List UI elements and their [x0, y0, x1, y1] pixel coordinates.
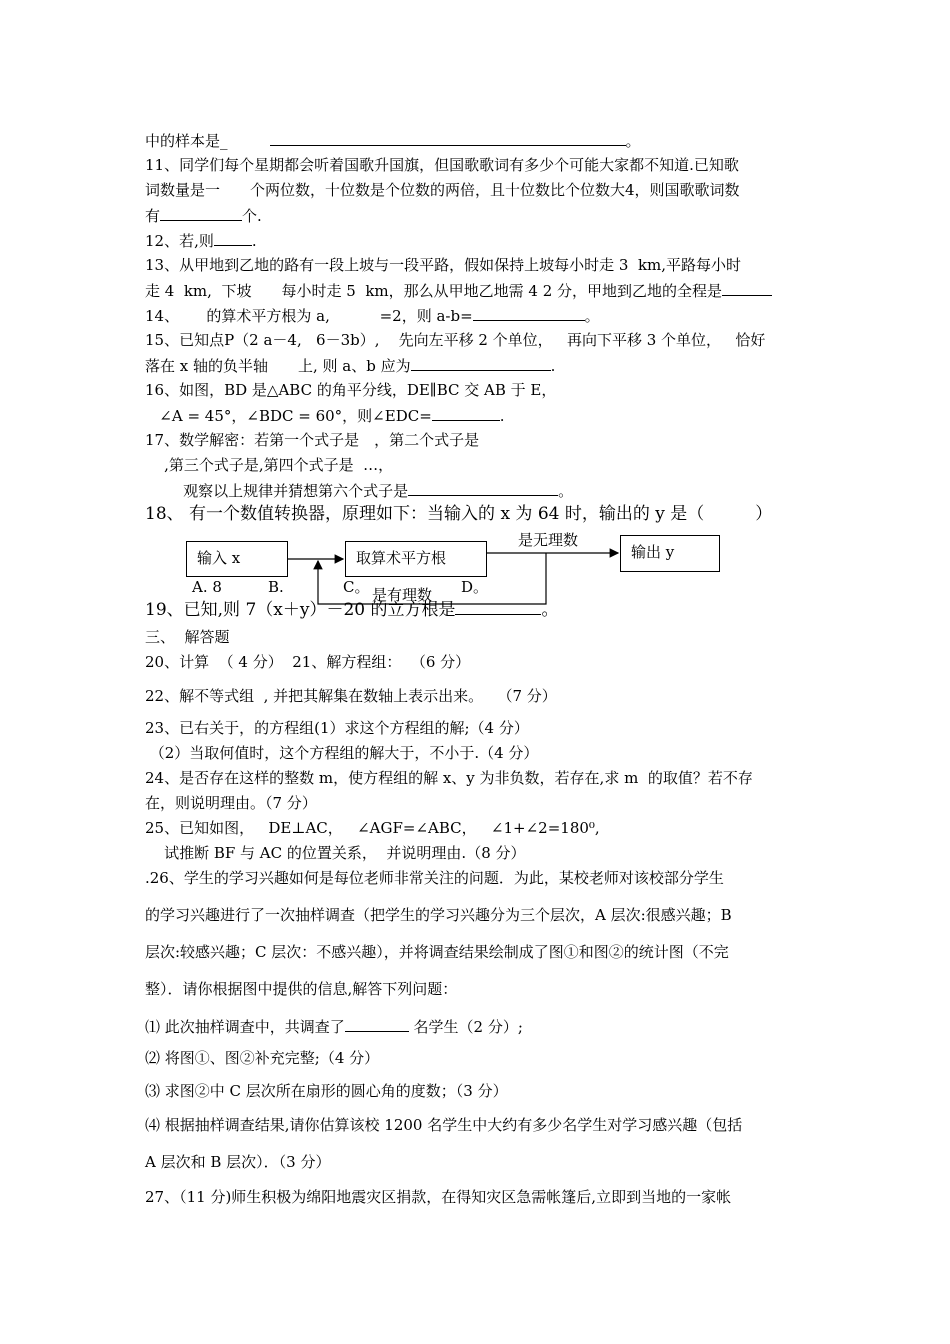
- question-26-part4-line1: ⑷ 根据抽样调查结果,请你估算该校 1200 名学生中大约有多少名学生对学习感兴趣（包括: [145, 1116, 743, 1134]
- answer-blank: [455, 599, 541, 615]
- answer-blank: [408, 480, 558, 496]
- question-13-line1: 13、从甲地到乙地的路有一段上坡与一段平路，假如保持上坡每小时走 3 km,平路每小时: [145, 256, 742, 274]
- text: 中的样本是_: [145, 132, 228, 150]
- answer-blank: [160, 205, 242, 221]
- text: 19、已知,则 7（x＋y）－20 的立方根是: [145, 600, 456, 620]
- text: 12、若,则: [145, 232, 214, 250]
- text: 。: [541, 600, 559, 620]
- question-11-line2: 词数量是一 个两位数，十位数是个位数的两倍，且十位数比个位数大4，则国歌歌词数: [145, 181, 740, 199]
- question-17-line1: 17、数学解密：若第一个式子是 ，第二个式子是: [145, 431, 480, 449]
- option-a: A. 8: [192, 578, 222, 596]
- question-23-line1: 23、已右关于，的方程组(1）求这个方程组的解;（4 分）: [145, 719, 529, 737]
- question-26-part3: ⑶ 求图②中 C 层次所在扇形的圆心角的度数；（3 分）: [145, 1082, 508, 1100]
- line-sample: [145, 130, 641, 151]
- text: 观察以上规律并猜想第六个式子是: [145, 482, 409, 500]
- flowchart-process-box: 取算术平方根: [345, 541, 487, 577]
- text: ∠A = 45°，∠BDC = 60°，则∠EDC=: [145, 407, 432, 425]
- option-d: D。: [461, 578, 489, 596]
- question-27: 27、（11 分)师生积极为绵阳地震灾区捐款，在得知灾区急需帐篷后,立即到当地的一家帐: [145, 1188, 732, 1206]
- text: .: [499, 407, 505, 425]
- text: 。: [625, 132, 641, 150]
- option-b: B.: [268, 578, 284, 596]
- text: 走 4 km, 下坡 每小时走 5 km，那么从甲地乙地需 4 2 分，甲地到乙地的全程是: [145, 282, 723, 300]
- question-24-line2: 在，则说明理由。（7 分）: [145, 794, 317, 812]
- question-24-line1: 24、是否存在这样的整数 m，使方程组的解 x、y 为非负数，若存在,求 m 的取值？若不存: [145, 769, 753, 787]
- question-12: [145, 230, 257, 251]
- text: .: [251, 232, 257, 250]
- question-25-line1: 25、已知如图， DE⊥AC， ∠AGF=∠ABC， ∠1+∠2=180⁰,: [145, 819, 600, 837]
- question-16-line1: 16、如图，BD 是△ABC 的角平分线，DE∥BC 交 AB 于 E，: [145, 381, 557, 399]
- text: 。: [584, 307, 600, 325]
- question-11-line1: 11、同学们每个星期都会听着国歌升国旗，但国歌歌词有多少个可能大家都不知道.已知歌: [145, 156, 739, 174]
- question-26-part1: [145, 1016, 523, 1037]
- flowchart-label-rational: 是有理数: [372, 586, 433, 604]
- answer-blank: [270, 130, 626, 146]
- question-26-part2: ⑵ 将图①、图②补充完整;（4 分）: [145, 1049, 380, 1067]
- text: 落在 x 轴的负半轴 上, 则 a、b 应为: [145, 357, 411, 375]
- question-26-line4: 整）．请你根据图中提供的信息,解答下列问题：: [145, 980, 458, 998]
- text: 14、 的算术平方根为 a, =2，则 a-b=: [145, 307, 473, 325]
- answer-blank: [214, 230, 252, 246]
- question-16-line2: [145, 405, 505, 426]
- flowchart-label-irrational: 是无理数: [518, 531, 579, 549]
- answer-blank: [473, 305, 585, 321]
- question-23-line2: （2）当取何值时，这个方程组的解大于，不小于.（4 分）: [145, 744, 539, 762]
- question-25-line2: 试推断 BF 与 AC 的位置关系， 并说明理由.（8 分）: [145, 844, 526, 862]
- question-13-line2: [145, 280, 772, 301]
- text: 个.: [242, 207, 262, 225]
- question-20-21: 20、计算 （ 4 分） 21、解方程组： （6 分）: [145, 653, 471, 671]
- answer-blank: [722, 280, 772, 296]
- question-17-line2: ,第三个式子是,第四个式子是 …，: [145, 456, 394, 474]
- flowchart-output-box: 输出 y: [620, 535, 720, 572]
- question-17-line3: [145, 480, 573, 501]
- question-19: [145, 599, 558, 620]
- question-18: 18、 有一个数值转换器，原理如下：当输入的 x 为 64 时，输出的 y 是（ ）: [145, 504, 773, 524]
- section-heading: 三、 解答题: [145, 628, 230, 646]
- question-26-line1: .26、学生的学习兴趣如何是每位老师非常关注的问题．为此，某校老师对该校部分学生: [145, 869, 724, 887]
- text: .: [550, 357, 556, 375]
- text: 。: [558, 482, 574, 500]
- question-26-line3: 层次:较感兴趣；C 层次：不感兴趣），并将调查结果绘制成了图①和图②的统计图（不完: [145, 943, 729, 961]
- option-c: C。: [343, 578, 370, 596]
- text: 有: [145, 207, 161, 225]
- question-26-line2: 的学习兴趣进行了一次抽样调查（把学生的学习兴趣分为三个层次，A 层次:很感兴趣；B: [145, 906, 732, 924]
- flowchart-input-box: 输入 x: [186, 541, 288, 577]
- question-14: [145, 305, 600, 326]
- text: 名学生（2 分）;: [408, 1018, 523, 1036]
- answer-blank: [432, 405, 500, 421]
- answer-blank: [411, 355, 551, 371]
- question-11-line3: [145, 205, 262, 226]
- question-22: 22、解不等式组 , 并把其解集在数轴上表示出来。 （7 分）: [145, 687, 557, 705]
- question-26-part4-line2: A 层次和 B 层次）．（3 分）: [145, 1153, 331, 1171]
- question-15-line1: 15、已知点P（2 a－4, 6－3b）, 先向左平移 2 个单位， 再向下平移 3 个单位， 恰好: [145, 331, 766, 349]
- question-15-line2: [145, 355, 555, 376]
- text: ⑴ 此次抽样调查中，共调查了: [145, 1018, 345, 1036]
- answer-blank: [345, 1016, 409, 1032]
